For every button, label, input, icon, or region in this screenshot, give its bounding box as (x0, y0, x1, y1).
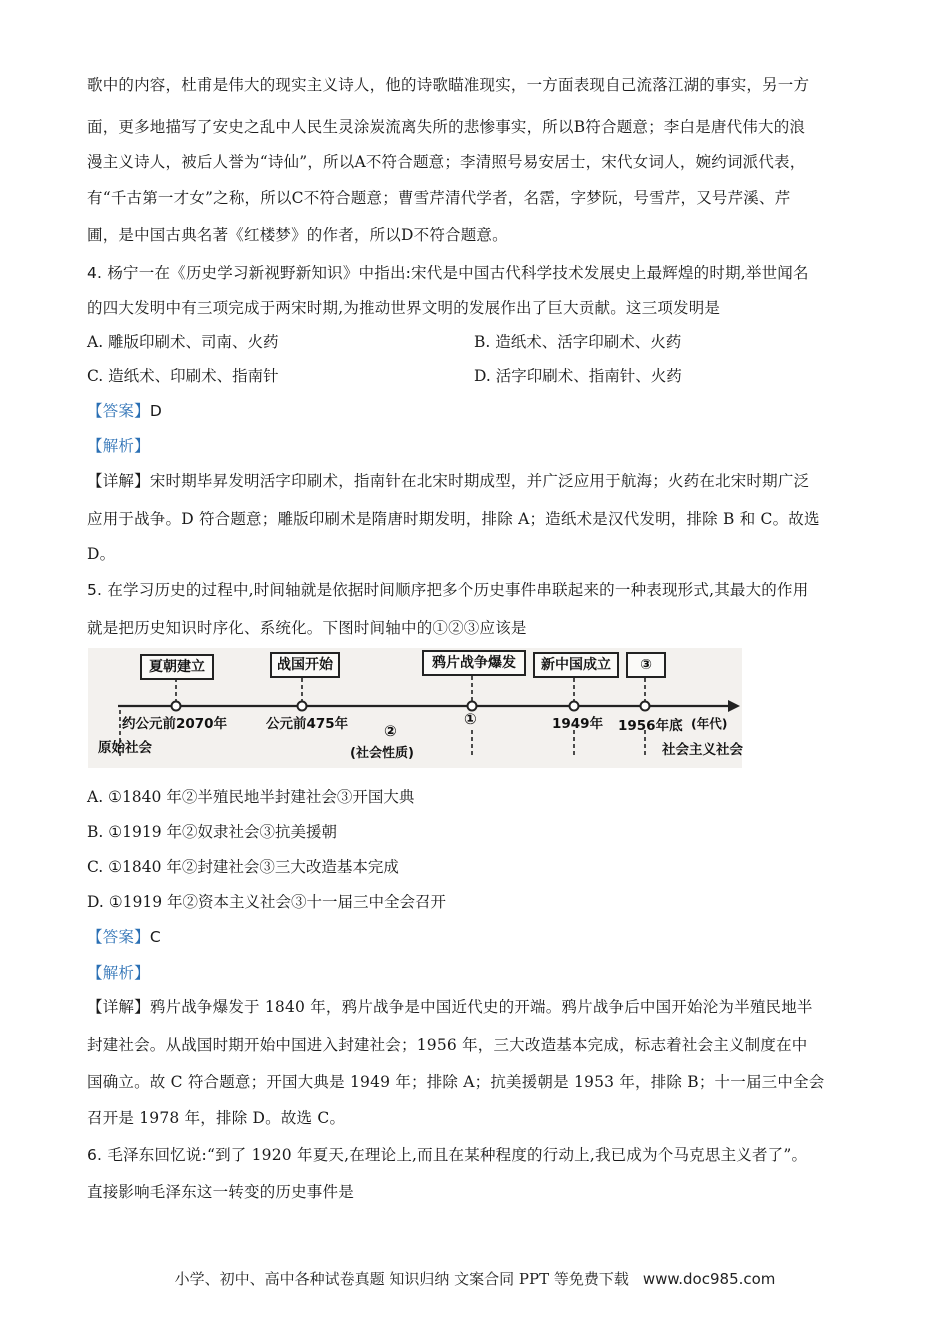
option-c: C. ①1840 年②封建社会③三大改造基本完成 (87, 858, 399, 876)
detail-text: 应用于战争。D 符合题意；雕版印刷术是隋唐时期发明，排除 A；造纸术是汉代发明，排除 B 和 C。故选 (87, 510, 820, 528)
analysis-line (87, 962, 867, 984)
timeline-date-5: 1956年底 (618, 718, 683, 734)
option-d: D. 活字印刷术、指南针、火药 (474, 367, 682, 385)
timeline-right-label: 社会主义社会 (662, 742, 743, 758)
option-b: B. 造纸术、活字印刷术、火药 (474, 333, 682, 351)
option-b: B. ①1919 年②奴隶社会③抗美援朝 (87, 823, 338, 841)
detail-text: 宋时期毕昇发明活字印刷术，指南针在北宋时期成型，并广泛应用于航海；火药在北宋时期广泛 (149, 472, 810, 490)
timeline-figure (88, 648, 742, 768)
detail-text: 国确立。故 C 符合题意；开国大典是 1949 年；排除 A；抗美援朝是 1953 年，排除 B；十一届三中全会 (87, 1073, 825, 1091)
question-text: 毛泽东回忆说:“到了 1920 年夏天,在理论上,而且在某种程度的行动上,我已成为个马克思主义者了”。 (107, 1146, 808, 1164)
option-c: C. 造纸术、印刷术、指南针 (87, 367, 279, 385)
analysis-line (87, 435, 867, 457)
timeline-mid-number: ② (384, 722, 397, 740)
timeline-box-new-china: 新中国成立 (533, 652, 619, 678)
timeline-date-1-marker: ① (464, 710, 477, 728)
timeline-box-opium-war: 鸦片战争爆发 (422, 650, 526, 676)
detail-text: D。 (87, 545, 116, 563)
text-line: 有“千古第一才女”之称，所以C不符合题意；曹雪芹清代学者，名霑，字梦阮，号雪芹，又号芹溪、芹 (87, 189, 791, 207)
detail-line (87, 470, 867, 492)
timeline-date-1: 约公元前2070年 (122, 716, 228, 732)
detail-text: 召开是 1978 年，排除 D。故选 C。 (87, 1109, 346, 1127)
question-text: 在学习历史的过程中,时间轴就是依据时间顺序把多个历史事件串联起来的一种表现形式,其最大的作用 (107, 581, 809, 599)
answer-tag: 【答案】 (87, 928, 150, 946)
analysis-tag: 【解析】 (87, 964, 150, 982)
question-6-stem (87, 1144, 867, 1166)
question-number: 5. (87, 581, 103, 599)
option-a: A. 雕版印刷术、司南、火药 (87, 333, 279, 351)
timeline-date-4: 1949年 (552, 716, 604, 732)
question-text: 就是把历史知识时序化、系统化。下图时间轴中的①②③应该是 (87, 619, 527, 637)
timeline-mid-label: (社会性质) (350, 746, 414, 761)
analysis-tag: 【解析】 (87, 437, 150, 455)
question-4-stem (87, 262, 867, 284)
detail-text: 封建社会。从战国时期开始中国进入封建社会；1956 年，三大改造基本完成，标志着社会主义制度在中 (87, 1036, 808, 1054)
question-number: 4. (87, 264, 103, 282)
timeline-left-label: 原始社会 (98, 740, 152, 756)
timeline-unit: (年代) (691, 716, 728, 731)
text-line: 圃，是中国古典名著《红楼梦》的作者，所以D不符合题意。 (87, 226, 508, 244)
detail-tag: 【详解】 (87, 472, 150, 490)
page-footer (0, 1268, 950, 1289)
answer-line (87, 926, 867, 948)
option-a: A. ①1840 年②半殖民地半封建社会③开国大典 (87, 788, 415, 806)
timeline-box-xia: 夏朝建立 (140, 654, 214, 680)
question-text: 杨宁一在《历史学习新视野新知识》中指出:宋代是中国古代科学技术发展史上最辉煌的时期,举世闻名 (107, 264, 809, 282)
detail-line (87, 996, 867, 1018)
question-text: 的四大发明中有三项完成于两宋时期,为推动世界文明的发展作出了巨大贡献。这三项发明是 (87, 299, 721, 317)
question-text: 直接影响毛泽东这一转变的历史事件是 (87, 1183, 354, 1201)
option-d: D. ①1919 年②资本主义社会③十一届三中全会召开 (87, 893, 446, 911)
footer-text: 小学、初中、高中各种试卷真题 知识归纳 文案合同 PPT 等免费下载 (174, 1270, 629, 1288)
answer-value: D (149, 402, 162, 420)
text-line: 面，更多地描写了安史之乱中人民生灵涂炭流离失所的悲惨事实，所以B符合题意；李白是唐代伟大的浪 (87, 118, 806, 136)
question-5-stem (87, 579, 867, 601)
question-number: 6. (87, 1146, 103, 1164)
detail-tag: 【详解】 (87, 998, 150, 1016)
detail-text: 鸦片战争爆发于 1840 年，鸦片战争是中国近代史的开端。鸦片战争后中国开始沦为半殖民地半 (149, 998, 813, 1016)
footer-link[interactable]: www.doc985.com (642, 1270, 776, 1288)
answer-line (87, 400, 867, 422)
timeline-date-2: 公元前475年 (266, 716, 349, 732)
text-line: 漫主义诗人，被后人誉为“诗仙”，所以A不符合题意；李清照号易安居士，宋代女词人，婉约词派代表， (87, 153, 806, 171)
timeline-box-zhanguo: 战国开始 (270, 652, 340, 678)
answer-tag: 【答案】 (87, 402, 150, 420)
answer-value: C (149, 928, 161, 946)
timeline-box-3: ③ (626, 652, 666, 678)
text-line: 歌中的内容，杜甫是伟大的现实主义诗人，他的诗歌瞄准现实，一方面表现自己流落江湖的事实，另一方 (87, 76, 810, 94)
